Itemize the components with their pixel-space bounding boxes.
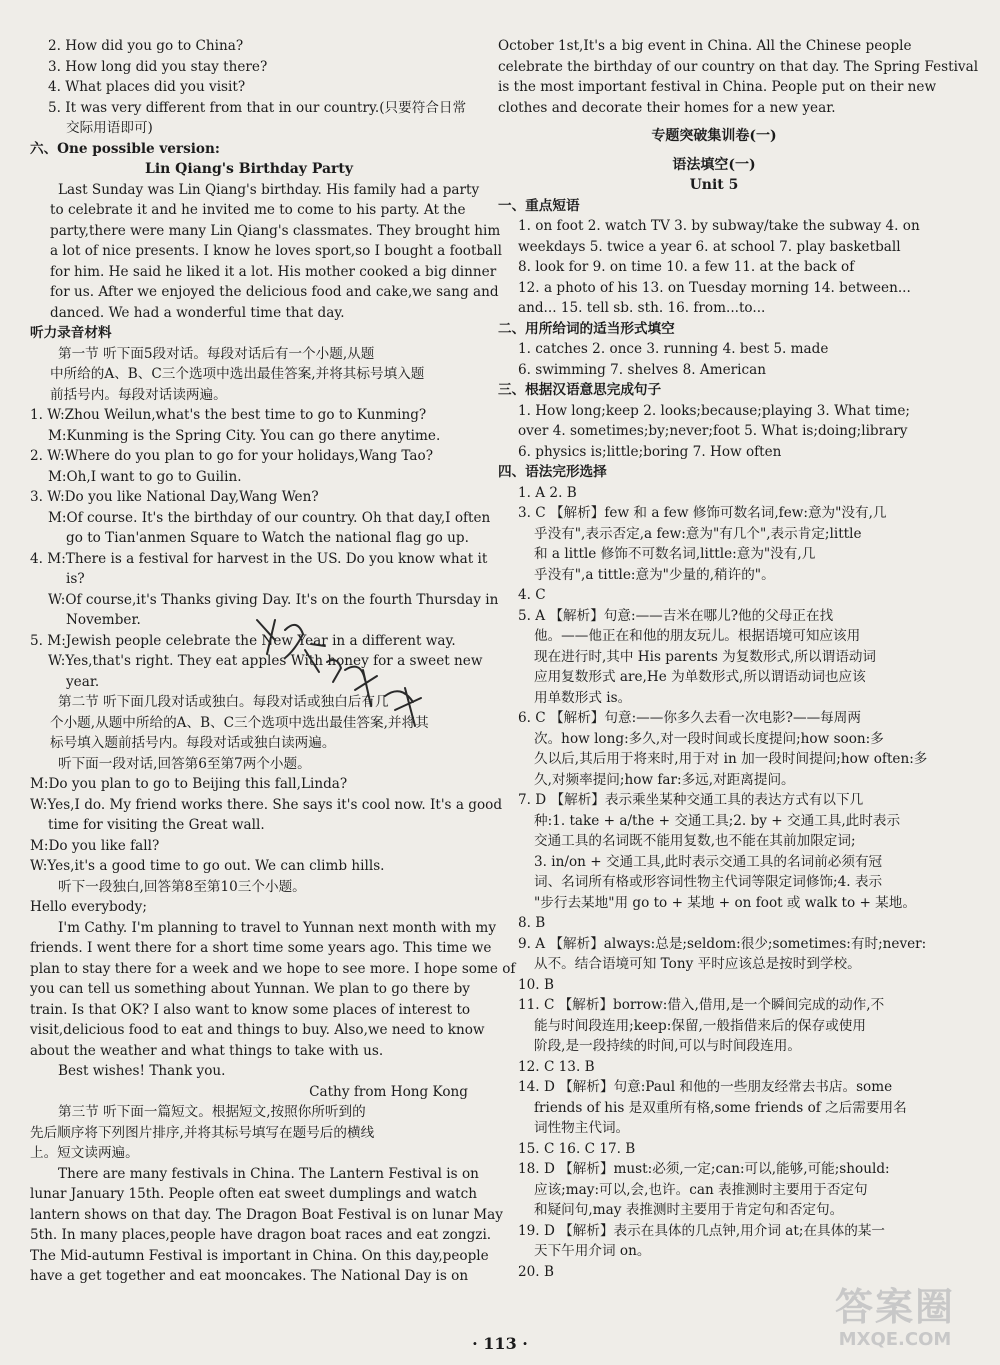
right-text-line: 能与时间段连用;keep:保留,一般指借来后的保存或使用 <box>534 1017 866 1034</box>
left-text-line: M:Do you like fall? <box>30 837 160 854</box>
right-text-line: 15. C 16. C 17. B <box>518 1140 636 1157</box>
left-text-line: M:Kunming is the Spring City. You can go there anytime. <box>48 427 441 444</box>
left-text-line: 前括号内。每段对话读两遍。 <box>50 386 227 403</box>
left-text-line: 3. W:Do you like National Day,Wang Wen? <box>30 489 319 505</box>
right-text-line: 6. swimming 7. shelves 8. American <box>518 361 766 378</box>
page-number: · 113 · <box>472 1334 528 1353</box>
right-text-line: 3. C 【解析】few 和 a few 修饰可数名词,few:意为"没有,几 <box>518 505 887 521</box>
left-text-line: 标号填入题前括号内。每段对话或独白读两遍。 <box>50 735 336 751</box>
right-text-line: 四、语法完形选择 <box>498 464 607 480</box>
left-text-line: 第一节 听下面5段对话。每段对话后有一个小题,从题 <box>58 345 375 362</box>
right-text-line: 1. A 2. B <box>518 484 577 501</box>
watermark-logo-text: 答案圈 <box>834 1285 955 1329</box>
left-text-line: friends. I went there for a short time some years ago. This time we <box>30 940 492 956</box>
left-text-line: party,there were many Lin Qiang's classmates. They brought him <box>50 222 501 239</box>
right-text-line: 应用复数形式 are,He 为单数形式,所以谓语动词也应该 <box>534 669 866 685</box>
right-text-line: 乎没有",a tittle:意为"少量的,稍许的"。 <box>534 566 775 583</box>
right-text-line: 词性物主代词。 <box>534 1120 630 1136</box>
right-text-line: 二、用所给词的适当形式填空 <box>498 320 675 337</box>
right-text-line: celebrate the birthday of our country on that day. The Spring Festival <box>498 58 979 75</box>
left-text-line: 3. How long did you stay there? <box>48 58 268 75</box>
left-text-line: 交际用语即可) <box>66 120 153 136</box>
left-text-line: about the weather and what things to take with us. <box>30 1042 384 1059</box>
right-text-line: 用单数形式 is。 <box>534 689 632 706</box>
right-text-line: 8. B <box>518 915 546 931</box>
left-text-line: danced. We had a wonderful time that day. <box>50 304 345 321</box>
left-text-line: 先后顺序将下列图片排序,并将其标号填写在题号后的横线 <box>30 1124 375 1141</box>
right-text-line: 应该;may:可以,会,也许。can 表推测时主要用于否定句 <box>534 1181 868 1198</box>
left-text-line: to celebrate it and he invited me to come to his party. At the <box>50 202 466 218</box>
left-text-line: train. Is that OK? I also want to know some places of interest to <box>30 1001 471 1018</box>
right-text-line: and... 15. tell sb. sth. 16. from...to... <box>518 300 766 316</box>
left-text-line: Best wishes! Thank you. <box>58 1063 226 1079</box>
right-text-line: over 4. sometimes;by;never;foot 5. What is;doing;library <box>518 423 908 439</box>
left-text-line: 5. M:Jewish people celebrate the New Year in a different way. <box>30 632 456 649</box>
left-text-line: for him. He said he liked it a lot. His mother cooked a big dinner <box>50 263 497 280</box>
right-text-line: 8. look for 9. on time 10. a few 11. at the back of <box>518 259 855 275</box>
left-text-line: 2. How did you go to China? <box>48 38 244 54</box>
right-text-line: 天下午用介词 on。 <box>534 1243 651 1259</box>
left-text-line: November. <box>66 612 141 628</box>
left-text-line: lunar January 15th. People often eat sweet dumplings and watch <box>30 1186 477 1202</box>
left-text-line: 1. W:Zhou Weilun,what's the best time to go to Kunming? <box>30 407 427 423</box>
left-text-line: you can tell us something about Yunnan. We plan to go there by <box>30 981 470 997</box>
site-watermark <box>800 1285 990 1357</box>
left-text-line: go to Tian'anmen Square to Watch the national flag go up. <box>66 530 469 546</box>
right-text-line: 他。——他正在和他的朋友玩儿。根据语境可知应该用 <box>534 628 861 644</box>
right-text-line: 4. C <box>518 587 546 603</box>
right-text-line: 20. B <box>518 1263 554 1280</box>
left-text-line: Cathy from Hong Kong <box>309 1083 468 1100</box>
left-text-line: M:Oh,I want to go to Guilin. <box>48 468 242 485</box>
right-text-line: 3. in/on + 交通工具,此时表示交通工具的名词前必须有冠 <box>534 853 883 870</box>
left-text-line: 第三节 听下面一篇短文。根据短文,按照你所听到的 <box>58 1104 366 1120</box>
right-text-line: 6. physics is;little;boring 7. How often <box>518 443 782 460</box>
left-text-line: M:Of course. It's the birthday of our country. Oh that day,I often <box>48 509 491 526</box>
left-text-line: time for visiting the Great wall. <box>48 817 265 833</box>
right-text-line: weekdays 5. twice a year 6. at school 7. play basketball <box>518 238 901 255</box>
left-text-line: visit,delicious food to eat and things to buy. Also,we need to know <box>30 1022 485 1038</box>
right-text-line <box>498 147 930 155</box>
right-text-line: 阶段,是一段持续的时间,可以与时间段连用。 <box>534 1038 801 1054</box>
right-text-line: 乎没有",表示否定,a few:意为"有几个",表示肯定;little <box>534 525 862 542</box>
left-text-line: lantern shows on that day. The Dragon Boat Festival is on lunar May <box>30 1206 503 1223</box>
left-text-line: year. <box>66 673 100 690</box>
right-text-line: 和疑问句,may 表推测时主要用于肯定句和否定句。 <box>534 1202 844 1218</box>
right-text-line: 9. A 【解析】always:总是;seldom:很少;sometimes:有时;never: <box>518 935 927 952</box>
left-text-line: 5th. In many places,people have dragon boat races and eat zongzi. <box>30 1227 492 1243</box>
right-text-line: 久以后,其后用于将来时,用于对 in 加一段时间提问;how often:多 <box>534 751 928 767</box>
right-text-line: Unit 5 <box>689 177 739 193</box>
right-text-line: 种:1. take + a/the + 交通工具;2. by + 交通工具,此时表示 <box>534 812 901 829</box>
right-text-line: 11. C 【解析】borrow:借入,借用,是一个瞬间完成的动作,不 <box>518 997 885 1013</box>
right-text-line: 现在进行时,其中 His parents 为复数形式,所以谓语动词 <box>534 648 877 665</box>
left-text-line: 中所给的A、B、C三个选项中选出最佳答案,并将其标号填入题 <box>50 366 425 382</box>
left-text-line: There are many festivals in China. The Lantern Festival is on <box>58 1165 479 1182</box>
right-text-line: 12. a photo of his 13. on Tuesday morning 14. between... <box>518 279 911 296</box>
right-text-line: 18. D 【解析】must:必须,一定;can:可以,能够,可能;should: <box>518 1161 890 1177</box>
right-text-line <box>498 118 930 126</box>
left-text-line: 4. What places did you visit? <box>48 79 246 95</box>
right-text-line: 12. C 13. B <box>518 1058 595 1075</box>
left-text-line: W:Yes,that's right. They eat apples With honey for a sweet new <box>48 653 483 669</box>
right-text-line: is the most important festival in China. People put on their new <box>498 79 937 95</box>
left-text-line: for us. After we enjoyed the delicious food and cake,we sang and <box>50 284 499 300</box>
left-text-line: 听力录音材料 <box>30 325 112 341</box>
left-text-line: 第二节 听下面几段对话或独白。每段对话或独白后有几 <box>58 694 389 710</box>
right-text-line: 1. on foot 2. watch TV 3. by subway/take the subway 4. on <box>518 218 920 234</box>
right-text-line: 6. C 【解析】句意:——你多久去看一次电影?——每周两 <box>518 710 861 726</box>
right-text-line: clothes and decorate their homes for a new year. <box>498 99 836 116</box>
left-text-line: Hello everybody; <box>30 899 147 915</box>
left-text-line: W:Yes,I do. My friend works there. She says it's cool now. It's a good <box>30 796 503 813</box>
left-text-line: 上。短文读两遍。 <box>30 1145 139 1161</box>
right-text-line: 久,对频率提问;how far:多远,对距离提问。 <box>534 771 795 788</box>
right-text-line: 次。how long:多久,对一段时间或长度提问;how soon:多 <box>534 730 884 747</box>
right-text-line: 一、重点短语 <box>498 197 580 214</box>
left-text-line: Last Sunday was Lin Qiang's birthday. His family had a party <box>58 181 480 198</box>
right-text-line: 10. B <box>518 976 554 993</box>
right-text-line: October 1st,It's a big event in China. All the Chinese people <box>498 38 912 54</box>
right-text-line: 词、名词所有格或形容词性物主代词等限定词修饰;4. 表示 <box>534 874 883 890</box>
left-text-line: I'm Cathy. I'm planning to travel to Yunnan next month with my <box>58 919 497 936</box>
right-text-line: 三、根据汉语意思完成句子 <box>498 382 662 398</box>
right-text-line: 5. A 【解析】句意:——吉米在哪儿?他的父母正在找 <box>518 607 834 624</box>
left-text-line: is? <box>66 571 85 587</box>
right-column <box>498 36 979 1282</box>
left-text-line: 听下面一段对话,回答第6至第7两个小题。 <box>58 755 311 772</box>
right-text-line: 19. D 【解析】表示在具体的几点钟,用介词 at;在具体的某一 <box>518 1222 886 1239</box>
right-text-line: 从不。结合语境可知 Tony 平时应该总是按时到学校。 <box>534 956 861 972</box>
right-text-line: 1. How long;keep 2. looks;because;playing 3. What time; <box>518 402 911 419</box>
left-text-line: 个小题,从题中所给的A、B、C三个选项中选出最佳答案,并将其 <box>50 714 429 731</box>
right-text-line: 语法填空(一) <box>672 156 756 173</box>
left-text-line: have a get together and eat mooncakes. The National Day is on <box>30 1268 469 1284</box>
right-text-line: 1. catches 2. once 3. running 4. best 5. made <box>518 341 829 357</box>
right-text-line: 和 a little 修饰不可数名词,little:意为"没有,几 <box>534 546 816 562</box>
left-text-line: W:Of course,it's Thanks giving Day. It's on the fourth Thursday in <box>48 591 499 608</box>
left-text-line: 2. W:Where do you plan to go for your holidays,Wang Tao? <box>30 448 433 464</box>
left-column <box>30 36 516 1287</box>
right-text-line: 14. D 【解析】句意:Paul 和他的一些朋友经常去书店。some <box>518 1079 893 1095</box>
left-text-line: M:Do you plan to go to Beijing this fall,Linda? <box>30 776 348 792</box>
right-text-line: friends of his 是双重所有格,some friends of 之后需要用名 <box>534 1099 907 1116</box>
watermark-url: MXQE.COM <box>838 1329 952 1350</box>
left-text-line: plan to stay there for a week and we hope to see more. I hope some of <box>30 960 516 977</box>
right-text-line: 专题突破集训卷(一) <box>651 128 777 144</box>
left-text-line: 4. M:There is a festival for harvest in the US. Do you know what it <box>30 550 488 567</box>
right-text-line: "步行去某地"用 go to + 某地 + on foot 或 walk to + 某地。 <box>534 894 916 911</box>
left-text-line: a lot of nice presents. I know he loves sport,so I bought a football <box>50 243 502 259</box>
right-text-line: 7. D 【解析】表示乘坐某种交通工具的表达方式有以下几 <box>518 792 864 808</box>
left-text-line: Lin Qiang's Birthday Party <box>144 161 354 177</box>
left-text-line: W:Yes,it's a good time to go out. We can climb hills. <box>30 858 385 874</box>
left-text-line: 六、One possible version: <box>30 140 220 157</box>
left-text-line: The Mid-autumn Festival is important in China. On this day,people <box>30 1247 489 1264</box>
left-text-line: 5. It was very different from that in our country.(只要符合日常 <box>48 99 467 116</box>
right-text-line: 交通工具的名词既不能用复数,也不能在其前加限定词; <box>534 833 856 849</box>
left-text-line: 听下一段独白,回答第8至第10三个小题。 <box>58 878 306 895</box>
